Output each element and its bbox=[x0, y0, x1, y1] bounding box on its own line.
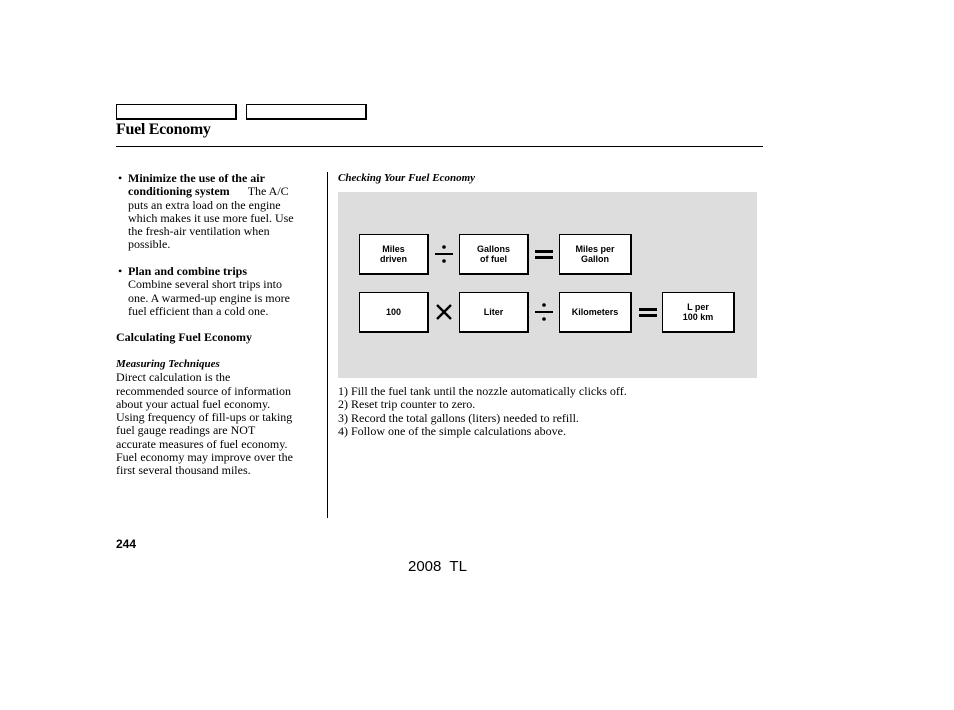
box-text: Liter bbox=[483, 307, 504, 317]
box-text: Kilometers bbox=[571, 307, 619, 317]
checking-heading: Checking Your Fuel Economy bbox=[338, 172, 476, 184]
box-text: L per bbox=[687, 302, 709, 312]
step-item: 4) Follow one of the simple calculations above. bbox=[338, 423, 566, 438]
bullet-ac-title-2: conditioning system bbox=[128, 184, 230, 199]
measure-line: Fuel economy may improve over the bbox=[116, 450, 293, 465]
steps-list bbox=[338, 385, 627, 438]
measure-heading: Measuring Techniques bbox=[116, 358, 220, 370]
header-tab-2 bbox=[246, 104, 367, 120]
box-text: 100 bbox=[385, 307, 402, 317]
measure-line: Direct calculation is the bbox=[116, 370, 231, 385]
bullet-trips-line: one. A warmed-up engine is more bbox=[128, 290, 290, 305]
box-miles-driven bbox=[359, 234, 429, 275]
header-rule bbox=[116, 146, 763, 147]
box-text: Miles bbox=[382, 244, 405, 254]
bullet-trips bbox=[116, 265, 322, 318]
equals-icon bbox=[533, 243, 555, 265]
measuring-section bbox=[116, 358, 322, 478]
divide-icon bbox=[433, 243, 455, 265]
box-gallons-fuel bbox=[459, 234, 529, 275]
box-text: driven bbox=[379, 254, 407, 264]
box-liter bbox=[459, 292, 529, 333]
equals-icon bbox=[637, 301, 659, 323]
box-text: 100 km bbox=[682, 312, 714, 322]
measure-line: accurate measures of fuel economy. bbox=[116, 436, 288, 451]
measure-line: first several thousand miles. bbox=[116, 463, 251, 478]
box-100 bbox=[359, 292, 429, 333]
box-text: of fuel bbox=[479, 254, 507, 264]
bullet-trips-line: fuel efficient than a cold one. bbox=[128, 303, 269, 318]
calc-heading: Calculating Fuel Economy bbox=[116, 330, 253, 344]
page-title: Fuel Economy bbox=[116, 121, 211, 138]
bullet-ac-line: the fresh-air ventilation when bbox=[128, 224, 270, 239]
bullet-ac bbox=[116, 172, 322, 252]
bullet-trips-title: • Plan and combine trips bbox=[128, 264, 248, 278]
measure-line: about your actual fuel economy. bbox=[116, 396, 271, 411]
formula-panel bbox=[338, 192, 757, 378]
bullet-ac-title-1: • Minimize the use of the air bbox=[128, 171, 265, 185]
bullet-trips-line: Combine several short trips into bbox=[128, 277, 282, 292]
step-item: 1) Fill the fuel tank until the nozzle automatically clicks off. bbox=[338, 384, 627, 398]
measure-line: fuel gauge readings are NOT bbox=[116, 423, 256, 438]
bullet-ac-line: which makes it use more fuel. Use bbox=[128, 210, 294, 225]
box-text: Miles per bbox=[575, 244, 615, 254]
box-kilometers bbox=[559, 292, 632, 333]
step-item: 3) Record the total gallons (liters) needed to refill. bbox=[338, 410, 579, 425]
box-text: Gallons bbox=[476, 244, 510, 254]
bullet-ac-line: possible. bbox=[128, 237, 171, 252]
footer-model: 2008 TL bbox=[408, 558, 467, 575]
box-miles-per-gallon bbox=[559, 234, 632, 275]
measure-line: Using frequency of fill-ups or taking bbox=[116, 410, 293, 425]
box-l-per-100km bbox=[662, 292, 735, 333]
header-tab-1 bbox=[116, 104, 237, 120]
measure-line: recommended source of information bbox=[116, 383, 291, 398]
step-item: 2) Reset trip counter to zero. bbox=[338, 397, 476, 412]
divide-icon bbox=[533, 301, 555, 323]
bullet-ac-inline: The A/C bbox=[247, 184, 289, 199]
bullet-ac-line: puts an extra load on the engine bbox=[128, 197, 281, 212]
column-divider bbox=[327, 172, 328, 518]
multiply-icon bbox=[433, 301, 455, 323]
page-number: 244 bbox=[116, 537, 137, 551]
box-text: Gallon bbox=[580, 254, 609, 264]
